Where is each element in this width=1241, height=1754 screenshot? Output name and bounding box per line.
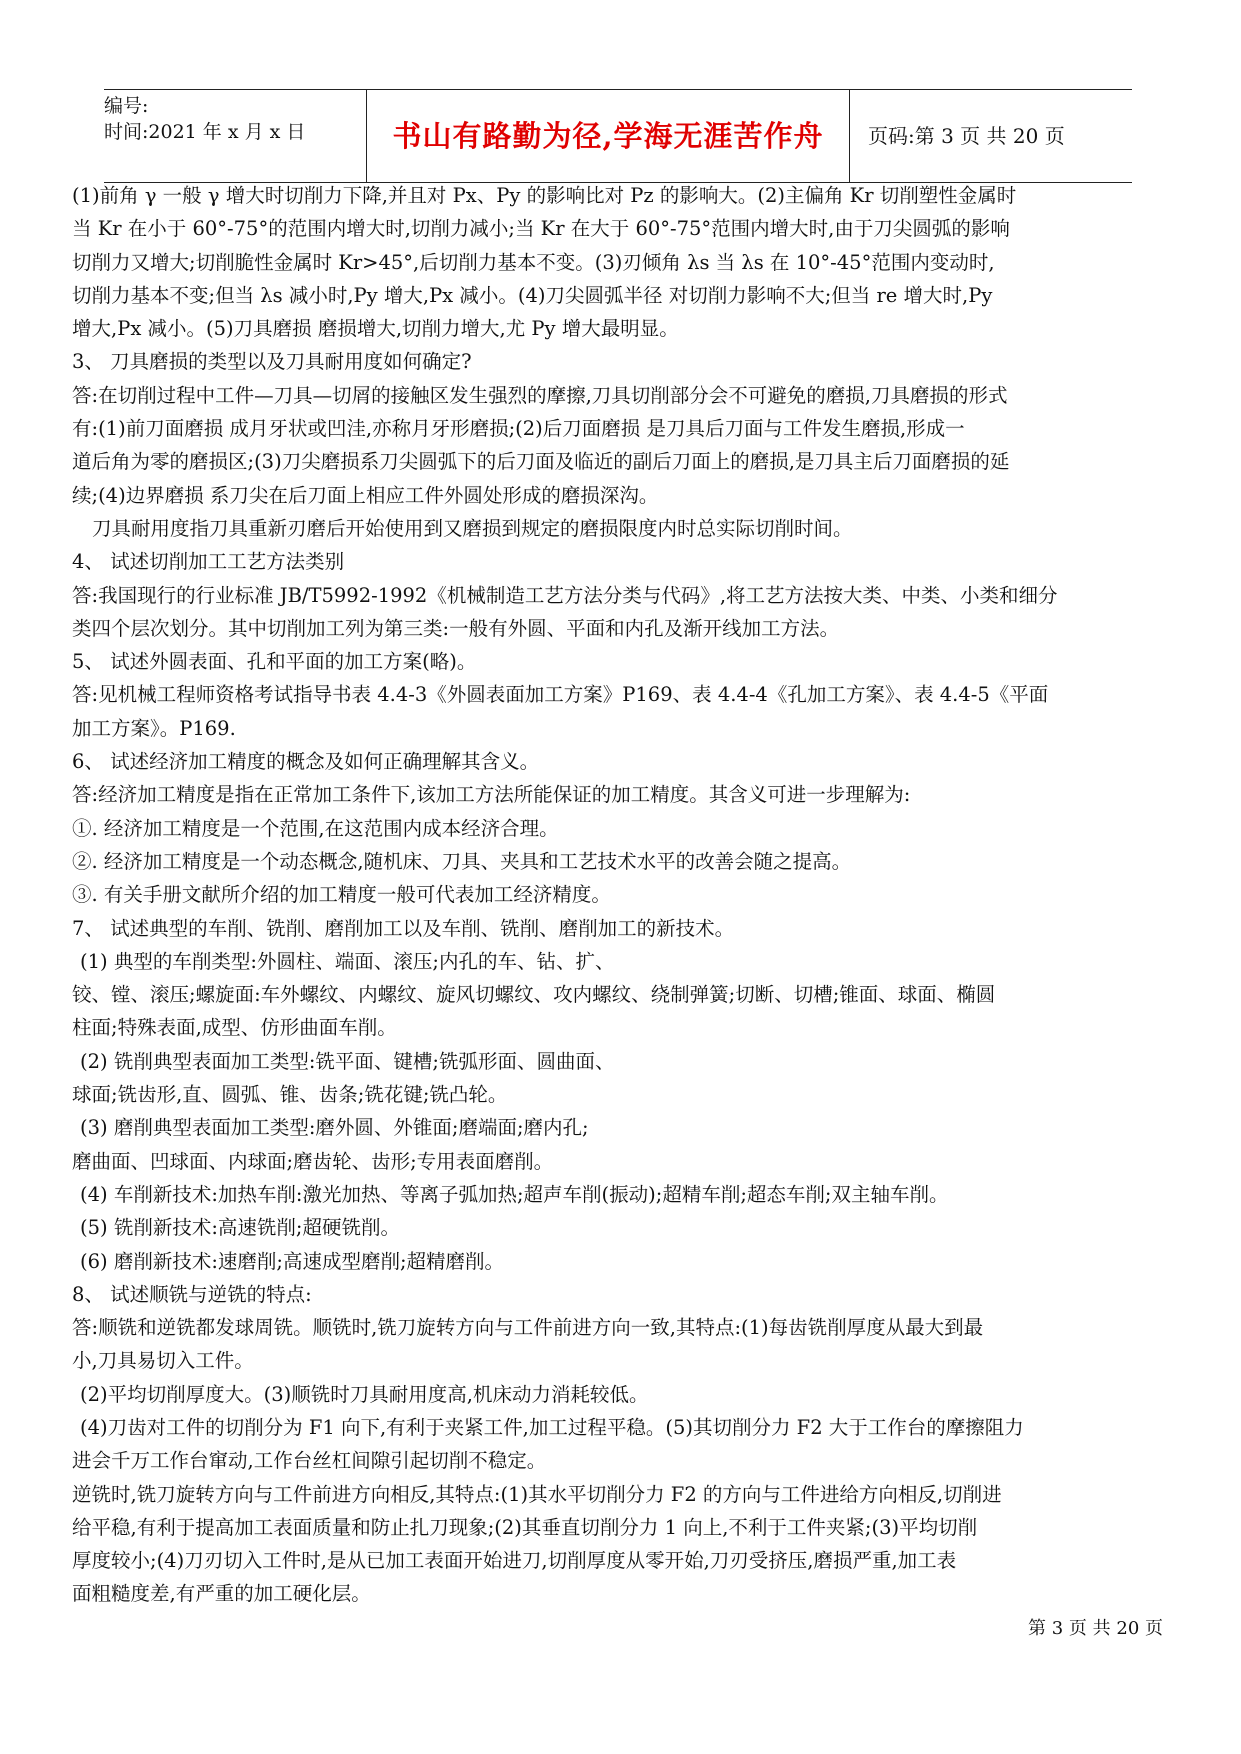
text-line: (4)刀齿对工件的切削分为 F1 向下,有利于夹紧工件,加工过程平稳。(5)其切削分力 F2 大于工作台的摩擦阻力: [80, 1415, 1024, 1439]
text-line: 有:(1)前刀面磨损 成月牙状或凹洼,亦称月牙形磨损;(2)后刀面磨损 是刀具后刀面与工件发生磨损,形成一: [72, 417, 965, 441]
text-line: (2) 铣削典型表面加工类型:铣平面、键槽;铣弧形面、圆曲面、: [80, 1049, 615, 1073]
text-line: 续;(4)边界磨损 系刀尖在后刀面上相应工件外圆处形成的磨损深沟。: [72, 483, 659, 507]
text-line: 小,刀具易切入工件。: [72, 1349, 254, 1373]
text-line: 进会千万工作台窜动,工作台丝杠间隙引起切削不稳定。: [72, 1449, 547, 1473]
text-line: 切削力又增大;切削脆性金属时 Kr>45°,后切削力基本不变。(3)刃倾角 λs 当 λs 在 10°-45°范围内变动时,: [72, 250, 995, 274]
text-line: (4) 车削新技术:加热车削:激光加热、等离子弧加热;超声车削(振动);超精车削;超态车削;双主轴车削。: [80, 1182, 949, 1206]
text-line: 类四个层次划分。其中切削加工列为第三类:一般有外圆、平面和内孔及渐开线加工方法。: [72, 616, 840, 640]
text-line: 加工方案》。P169.: [72, 716, 236, 740]
question-heading: 7、 试述典型的车削、铣削、磨削加工以及车削、铣削、磨削加工的新技术。: [72, 916, 735, 940]
text-line: 刀具耐用度指刀具重新刃磨后开始使用到又磨损到规定的磨损限度内时总实际切削时间。: [92, 516, 853, 540]
text-line: ②. 经济加工精度是一个动态概念,随机床、刀具、夹具和工艺技术水平的改善会随之提高。: [72, 849, 852, 873]
text-line: 逆铣时,铣刀旋转方向与工件前进方向相反,其特点:(1)其水平切削分力 F2 的方向与工件进给方向相反,切削进: [72, 1482, 1002, 1506]
question-heading: 4、 试述切削加工工艺方法类别: [72, 550, 345, 574]
text-line: 答:顺铣和逆铣都发球周铣。顺铣时,铣刀旋转方向与工件前进方向一致,其特点:(1)每齿铣削厚度从最大到最: [72, 1316, 984, 1340]
header-page-info: 页码:第 3 页 共 20 页: [868, 124, 1065, 148]
text-line: 答:在切削过程中工件—刀具—切屑的接触区发生强烈的摩擦,刀具切削部分会不可避免的磨损,刀具磨损的形式: [72, 383, 1008, 407]
text-line: (5) 铣削新技术:高速铣削;超硬铣削。: [80, 1216, 400, 1240]
question-heading: 5、 试述外圆表面、孔和平面的加工方案(略)。: [72, 650, 477, 674]
text-line: 磨曲面、凹球面、内球面;磨齿轮、齿形;专用表面磨削。: [72, 1149, 554, 1173]
text-line: 答:我国现行的行业标准 JB/T5992-1992《机械制造工艺方法分类与代码》,将工艺方法按大类、中类、小类和细分: [72, 583, 1058, 607]
text-line: 答:见机械工程师资格考试指导书表 4.4-3《外圆表面加工方案》P169、表 4.4-4《孔加工方案》、表 4.4-5《平面: [72, 683, 1049, 707]
page-footer: 第 3 页 共 20 页: [1028, 1618, 1163, 1639]
text-line: 道后角为零的磨损区;(3)刀尖磨损系刀尖圆弧下的后刀面及临近的副后刀面上的磨损,是刀具主后刀面磨损的延: [72, 450, 1010, 474]
text-line: 球面;铣齿形,直、圆弧、锥、齿条;铣花键;铣凸轮。: [72, 1083, 508, 1107]
doc-number-label: 编号:: [104, 95, 149, 117]
text-line: 切削力基本不变;但当 λs 减小时,Py 增大,Px 减小。(4)刀尖圆弧半径 对切削力影响不大;但当 re 增大时,Py: [72, 283, 993, 307]
text-line: 给平稳,有利于提高加工表面质量和防止扎刀现象;(2)其垂直切削分力 1 向上,不利于工件夹紧;(3)平均切削: [72, 1515, 978, 1539]
text-line: (2)平均切削厚度大。(3)顺铣时刀具耐用度高,机床动力消耗较低。: [80, 1382, 649, 1406]
text-line: ③. 有关手册文献所介绍的加工精度一般可代表加工经济精度。: [72, 883, 611, 907]
text-line: 厚度较小;(4)刀刃切入工件时,是从已加工表面开始进刀,切削厚度从零开始,刀刃受挤压,磨损严重,加工表: [72, 1549, 957, 1573]
document-body: [72, 179, 1176, 1611]
page-header: [104, 89, 1132, 183]
question-heading: 3、 刀具磨损的类型以及刀具耐用度如何确定?: [72, 350, 472, 374]
header-motto: 书山有路勤为径,学海无涯苦作舟: [392, 119, 824, 153]
doc-time-label: 时间:2021 年 x 月 x 日: [104, 121, 306, 143]
text-line: 当 Kr 在小于 60°-75°的范围内增大时,切削力减小;当 Kr 在大于 60°-75°范围内增大时,由于刀尖圆弧的影响: [72, 217, 1010, 241]
text-line: ①. 经济加工精度是一个范围,在这范围内成本经济合理。: [72, 816, 559, 840]
question-heading: 6、 试述经济加工精度的概念及如何正确理解其含义。: [72, 750, 540, 774]
text-line: 增大,Px 减小。(5)刀具磨损 磨损增大,切削力增大,尤 Py 增大最明显。: [72, 317, 679, 341]
text-line: 铰、镗、滚压;螺旋面:车外螺纹、内螺纹、旋风切螺纹、攻内螺纹、绕制弹簧;切断、切槽;锥面、球面、椭圆: [72, 983, 996, 1007]
text-line: (1)前角 γ 一般 γ 增大时切削力下降,并且对 Px、Py 的影响比对 Pz 的影响大。(2)主偏角 Kr 切削塑性金属时: [72, 184, 1017, 207]
text-line: (3) 磨削典型表面加工类型:磨外圆、外锥面;磨端面;磨内孔;: [80, 1116, 589, 1140]
text-line: 柱面;特殊表面,成型、仿形曲面车削。: [72, 1016, 397, 1040]
header-meta: [104, 90, 366, 182]
text-line: (6) 磨削新技术:速磨削;高速成型磨削;超精磨削。: [80, 1249, 505, 1273]
question-heading: 8、 试述顺铣与逆铣的特点:: [72, 1282, 312, 1306]
text-line: 面粗糙度差,有严重的加工硬化层。: [72, 1582, 371, 1606]
text-line: (1) 典型的车削类型:外圆柱、端面、滚压;内孔的车、钻、扩、: [80, 949, 615, 973]
text-line: 答:经济加工精度是指在正常加工条件下,该加工方法所能保证的加工精度。其含义可进一步理解为:: [72, 783, 911, 807]
